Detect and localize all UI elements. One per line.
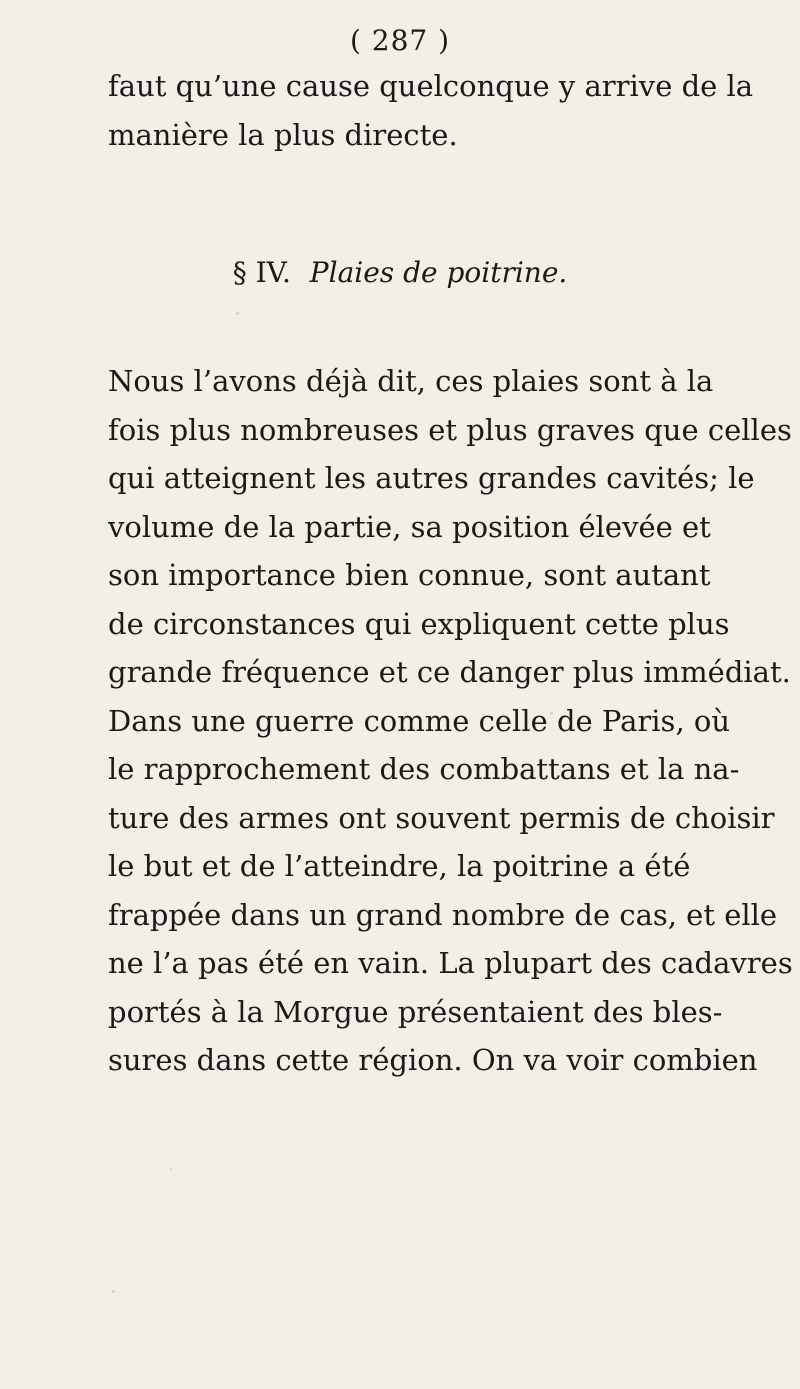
intro-line: faut qu’une cause quelconque y arrive de la — [108, 69, 754, 103]
body-line: le rapprochement des combattans et la na- — [108, 752, 740, 786]
body-line: de circonstances qui expliquent cette plus — [108, 606, 730, 641]
body-line: sures dans cette région. On va voir combien — [108, 1043, 758, 1077]
paper-speck — [550, 712, 553, 715]
body-line: portés à la Morgue présentaient des bles- — [108, 994, 723, 1029]
page-number: ( 287 ) — [349, 24, 451, 57]
body-line: frappée dans un grand nombre de cas, et elle — [108, 897, 778, 932]
intro-paragraph — [108, 62, 754, 159]
intro-line: manière la plus directe. — [108, 117, 458, 152]
section-number: § IV. — [232, 256, 291, 289]
paper-speck — [112, 1290, 115, 1293]
body-line: ne l’a pas été en vain. La plupart des cadavres — [108, 946, 793, 980]
body-line: le but et de l’atteindre, la poitrine a été — [108, 849, 691, 883]
body-line: fois plus nombreuses et plus graves que celles — [108, 412, 792, 447]
body-line: Nous l’avons déjà dit, ces plaies sont à la — [108, 364, 714, 398]
body-line: son importance bien connue, sont autant — [108, 558, 711, 592]
body-paragraph — [108, 357, 793, 1085]
paper-speck — [236, 312, 239, 315]
section-title: Plaies de poitrine. — [309, 256, 568, 289]
body-line: volume de la partie, sa position élevée et — [108, 509, 711, 544]
body-line: ture des armes ont souvent permis de choisir — [108, 800, 775, 835]
body-line: qui atteignent les autres grandes cavités; le — [108, 461, 755, 495]
paper-speck — [170, 1168, 172, 1170]
body-line: grande fréquence et ce danger plus immédiat. — [108, 655, 791, 689]
section-heading — [0, 253, 800, 293]
body-line: Dans une guerre comme celle de Paris, où — [108, 703, 731, 738]
